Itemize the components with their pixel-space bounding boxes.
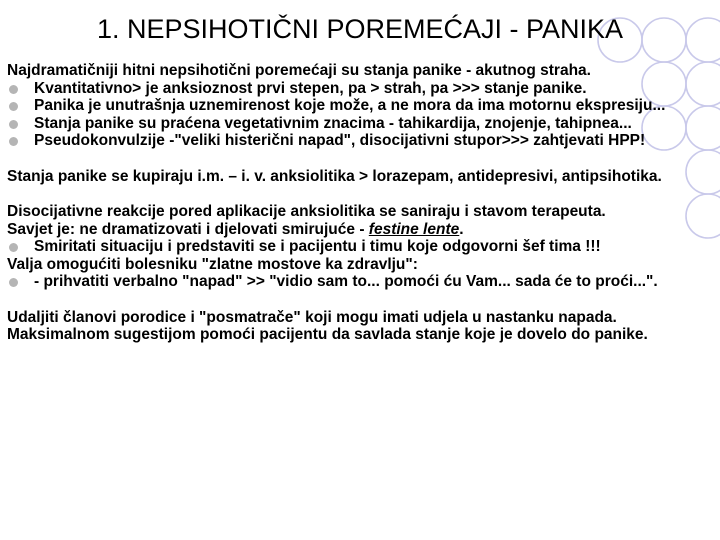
advice-emphasis: festine lente (368, 220, 460, 238)
slide-body (7, 62, 712, 344)
family-paragraph: Udaljiti članovi porodice i "posmatrače" koji mogu imati udjela u nastanku napada. (7, 308, 617, 326)
bullet-item: Kvantitativno> je anksioznost prvi stepen, pa > strah, pa >>> stanje panike. (7, 80, 712, 98)
advice-prefix: Savjet je: ne dramatizovati i djelovati smirujuće - (7, 220, 369, 238)
treatment-paragraph: Stanja panike se kupiraju i.m. – i. v. anksiolitika > lorazepam, antidepresivi, antipsihotika. (7, 167, 662, 185)
bullet-item: Panika je unutrašnja uznemirenost koje može, a ne mora da ima motornu ekspresiju... (7, 97, 712, 115)
intro-paragraph: Najdramatičniji hitni nepsihotični poremećaji su stanja panike - akutnog straha. (7, 62, 591, 79)
slide-title: 1. NEPSIHOTIČNI POREMEĆAJI - PANIKA (96, 14, 624, 44)
advice-suffix: . (459, 220, 464, 238)
bullet-item: - prihvatiti verbalno "napad" >> "vidio sam to... pomoći ću Vam... sada će to proći...". (7, 273, 712, 291)
dissociative-paragraph: Disocijativne reakcije pored aplikacije anksiolitika se saniraju i stavom terapeuta. (7, 203, 606, 220)
bullet-item: Stanja panike su praćena vegetativnim znacima - tahikardija, znojenje, tahipnea... (7, 115, 712, 133)
bullet-item: Pseudokonvulzije -"veliki histerični napad", disocijativni stupor>>> zahtjevati HPP! (7, 132, 712, 150)
bridges-line: Valja omogućiti bolesniku "zlatne mostove ka zdravlju": (7, 255, 418, 273)
suggestion-paragraph: Maksimalnom sugestijom pomoći pacijentu da savlada stanje koje je dovelo do panike. (7, 326, 648, 343)
bullet-item: Smiritati situaciju i predstaviti se i pacijentu i timu koje odgovorni šef tima !!! (7, 238, 712, 256)
advice-line (7, 221, 712, 239)
